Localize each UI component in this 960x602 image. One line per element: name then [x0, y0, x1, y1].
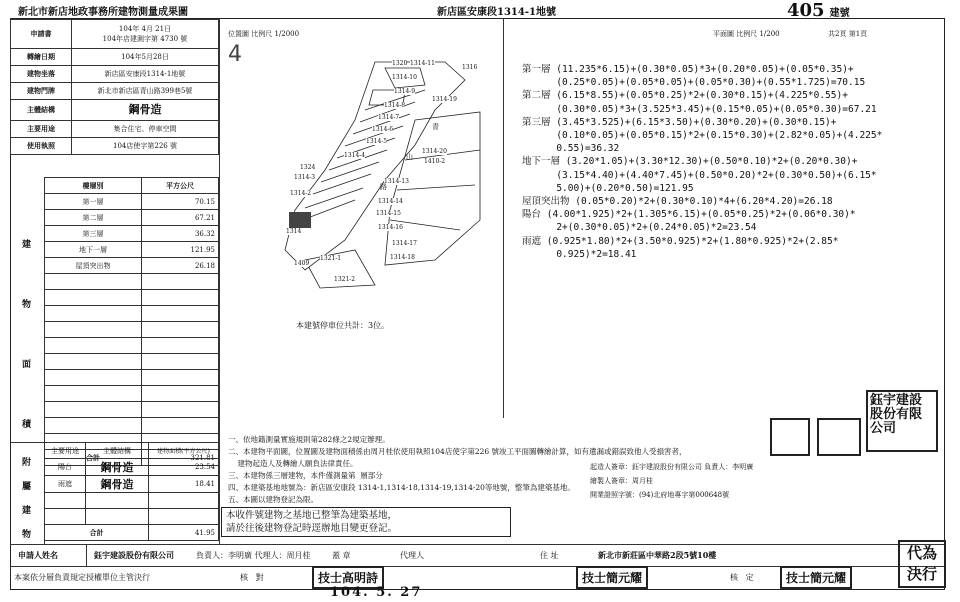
info-label: 主體結構 [11, 100, 72, 121]
info-value: 新北市新店區青山路399巷5號 [72, 83, 219, 100]
annex-empty-cell [86, 509, 149, 525]
annex-empty-cell [86, 493, 149, 509]
info-row [11, 20, 219, 49]
building-number-value: 405 [787, 0, 825, 21]
parcel-label: 1321-2 [334, 276, 356, 283]
representative: 負責人：李明廣 代理人：周月桂 [196, 551, 311, 560]
applicant-label: 申請人姓名 [18, 550, 58, 560]
address-label-a: 住 [540, 551, 548, 560]
info-label: 建物坐落 [11, 66, 72, 83]
parcel-label: 1321-1 [320, 255, 342, 262]
area-row [45, 354, 219, 370]
calculation-line: (0.10*0.05)+(0.05*0.15)*2+(0.15*0.30)+(2.82*0.05)+(4.225* [522, 130, 883, 142]
address-value: 新北市新莊區中華路2段5號10樓 [598, 550, 717, 560]
info-row [11, 138, 219, 155]
parcel-label: 1314-18 [390, 254, 415, 261]
check-label-b: 對 [255, 573, 264, 582]
check-label-a: 核 [240, 573, 248, 582]
area-empty-cell [45, 418, 142, 434]
area-table [44, 177, 219, 466]
area-header-row [45, 178, 219, 194]
area-empty-cell [142, 274, 219, 290]
location-map-scale: 比例尺 1/2000 [251, 30, 300, 38]
info-row [11, 83, 219, 100]
area-row [45, 258, 219, 274]
annex-empty-cell [149, 509, 219, 525]
area-floor: 第二層 [45, 210, 142, 226]
info-row [11, 100, 219, 121]
info-value: 鋼骨造 [72, 100, 219, 121]
area-empty-cell [45, 386, 142, 402]
annex-side-label: 附屬建物 [22, 458, 32, 540]
calculation-line: 第一層 (11.235*6.15)+(0.30*0.05)*3+(0.20*0.05)+(0.05*0.35)+ [522, 64, 854, 75]
address-label [540, 550, 559, 561]
info-row [11, 66, 219, 83]
area-row [45, 194, 219, 210]
area-header-sqm: 平方公尺 [142, 178, 219, 194]
info-label: 使用執照 [11, 138, 72, 155]
parcel-label: 1324 [300, 164, 316, 171]
area-value: 36.32 [142, 226, 219, 242]
seal-label-a: 蓋 [332, 551, 340, 560]
area-row [45, 338, 219, 354]
date-stamp: 104. 5. 27 [330, 585, 423, 600]
area-empty-cell [45, 402, 142, 418]
sheet-total: 共2頁 [828, 30, 847, 38]
area-empty-cell [142, 418, 219, 434]
parcel-label: 1410-2 [424, 158, 446, 165]
parcel-label: 1314 [286, 228, 302, 235]
parcel-label: 1314-13 [384, 178, 409, 185]
area-row [45, 402, 219, 418]
verifier-stamp: 技士簡元耀 [780, 566, 852, 589]
area-row [45, 386, 219, 402]
parcel-label: 1314-11 [410, 60, 435, 67]
area-row [45, 242, 219, 258]
annex-row [45, 459, 219, 476]
area-value: 67.21 [142, 210, 219, 226]
calculation-line: 陽台 (4.00*1.925)*2+(1.305*6.15)+(0.05*0.25)*2+(0.06*0.30)* [522, 209, 856, 221]
info-value: 集合住宅、停車空間 [72, 121, 219, 138]
calculation-line: 0.55)=36.32 [522, 143, 620, 155]
drawer-stamp: 技士簡元耀 [576, 566, 648, 589]
info-row [11, 121, 219, 138]
area-empty-cell [45, 274, 142, 290]
annex-side-label-cell [10, 442, 45, 545]
area-header-floor: 樓層別 [45, 178, 142, 194]
parcel-label: 1314-19 [432, 96, 457, 103]
road-label: 路 [380, 183, 387, 191]
boxed-note [221, 507, 511, 537]
area-empty-cell [45, 338, 142, 354]
area-empty-cell [142, 338, 219, 354]
road-label: 青 [432, 123, 439, 131]
info-value: 104年 4月 21日 104年店建測字第 4730 號 [72, 20, 219, 49]
info-row [11, 49, 219, 66]
area-value: 121.95 [142, 242, 219, 258]
parcel-label: 1314-5 [366, 138, 388, 145]
parcel-label: 1316 [462, 64, 478, 71]
annex-table [44, 442, 219, 541]
parcel-label: 1314-20 [422, 148, 447, 155]
area-row [45, 210, 219, 226]
seal-label [332, 550, 351, 561]
parcel-label: 1314-15 [376, 210, 401, 217]
sheet-info [828, 29, 867, 39]
verify-label-a: 核 [730, 573, 738, 582]
parcel-label: 1314-2 [290, 190, 312, 197]
area-side-label: 建物面積 [22, 240, 32, 430]
plan-scale: 比例尺 1/200 [736, 30, 780, 38]
annex-total-label: 合計 [45, 525, 149, 541]
calculation-line: 屋頂突出物 (0.05*0.20)*2+(0.30*0.10)*4+(6.20*4.20)=26.18 [522, 196, 833, 208]
parcel-label: 1314-3 [294, 174, 316, 181]
area-row [45, 226, 219, 242]
info-label: 申請書 [11, 20, 72, 49]
annex-use: 陽台 [45, 459, 86, 476]
info-value: 新店區安康段1314-1地號 [72, 66, 219, 83]
area-total-label: 合計 [45, 450, 142, 466]
location-map-label [228, 29, 299, 39]
address-label-b: 址 [550, 551, 559, 560]
calculation-line: 雨遮 (0.925*1.80)*2+(3.50*0.925)*2+(1.80*0.925)*2+(2.85* [522, 235, 839, 247]
note-line: 建物起造人及轉繪人願負法律責任。 [228, 459, 358, 468]
applicant-name: 鈺宇建設股份有限公司 [94, 550, 174, 560]
parcel-label: 1314-9 [394, 88, 416, 95]
company-seal-text: 鈺宇建設股份有限公司 [870, 393, 923, 436]
annex-empty-cell [45, 493, 86, 509]
annex-empty-cell [149, 493, 219, 509]
plan-label: 平面圖 [713, 30, 734, 38]
parcel-label: 1320 [392, 60, 408, 67]
sheet-number: 第1頁 [848, 30, 868, 38]
drafter-value: 周月桂 [632, 477, 653, 485]
authorization-note: 本案依分層負責規定授權單位主管決行 [14, 573, 150, 582]
info-label: 建物門牌 [11, 83, 72, 100]
seal-small-b [770, 418, 810, 456]
parcel-label: 1314-7 [378, 114, 400, 121]
info-label: 主要用途 [11, 121, 72, 138]
note-line: 四、本建築基地地號為：新店區安康段 1314-1,1314-18,1314-19,1314-20等地號，整筆為建築基地。 [228, 483, 575, 492]
agent-label: 代理人 [400, 551, 424, 560]
annex-header-use: 主要用途 [45, 443, 86, 459]
annex-row [45, 476, 219, 493]
agent-stamp: 代為決行 [898, 540, 946, 588]
area-total-value: 321.81 [142, 450, 219, 466]
annex-total-value: 41.95 [149, 525, 219, 541]
verify-label [730, 572, 754, 583]
area-empty-cell [142, 386, 219, 402]
parcel-label: 1314-8 [384, 102, 406, 109]
cert-value: (94)北府地專字第000648號 [639, 491, 730, 499]
verify-label-b: 定 [745, 573, 754, 582]
map-divider [503, 18, 504, 418]
area-value: 26.18 [142, 258, 219, 274]
area-empty-cell [45, 322, 142, 338]
info-value: 104店使字第226 號 [72, 138, 219, 155]
area-row [45, 290, 219, 306]
note-line: 一、依地籍測量實施規則第282條之2規定辦理。 [228, 435, 390, 444]
location-title: 新店區安康段1314-1地號 [437, 7, 556, 18]
note-line: 二、本建物平面圖，位置圖及建物面積係由周月桂依使用執照104店使字第226 號竣工平面圖轉繪計算，如有遺漏或錯誤致他人受損害者， [228, 447, 687, 456]
calculation-line: (0.25*0.05)+(0.05*0.05)+(0.05*0.30)+(0.55*1.725)=70.15 [522, 77, 866, 89]
area-empty-cell [142, 306, 219, 322]
note-line: 五、本圖以建物登記為限。 [228, 495, 318, 504]
annex-structure: 鋼骨造 [86, 459, 149, 476]
parking-note: 本建號停車位共計：3位。 [296, 321, 390, 330]
calculation-line: 2+(0.30*0.05)*2+(0.24*0.05)*2=23.54 [522, 222, 757, 234]
calculation-line: (3.15*4.40)+(4.40*7.45)+(0.50*0.20)*2+(0.30*0.50)+(6.15* [522, 169, 877, 181]
annex-header-row [45, 443, 219, 459]
column-divider [219, 18, 220, 544]
area-empty-cell [142, 322, 219, 338]
location-map-title: 位置圖 [228, 30, 249, 38]
parcel-label: 1314-4 [344, 152, 366, 159]
boxed-note-line: 本收件號建物之基地已整筆為建築基地， [226, 510, 398, 521]
cert-label: 開業證照字號： [590, 491, 639, 499]
annex-empty-row [45, 493, 219, 509]
area-calculations [522, 63, 882, 261]
area-row [45, 274, 219, 290]
area-empty-cell [142, 290, 219, 306]
area-row [45, 370, 219, 386]
parcel-label: 1314-6 [372, 126, 394, 133]
calculation-line: (0.30*0.05)*3+(3.525*3.45)+(0.15*0.05)+(0.05*0.30)=67.21 [522, 103, 877, 115]
cell-divider [86, 544, 87, 566]
annex-empty-cell [45, 509, 86, 525]
area-empty-cell [142, 370, 219, 386]
boxed-note-line: 請於往後建物登記時逕辦地目變更登記。 [226, 523, 398, 534]
parcel-label: 1314-14 [378, 198, 403, 205]
area-floor: 屋頂突出物 [45, 258, 142, 274]
annex-area: 23.54 [149, 459, 219, 476]
annex-structure: 鋼骨造 [86, 476, 149, 493]
area-empty-cell [142, 402, 219, 418]
bottom-rule [10, 544, 945, 545]
area-empty-cell [45, 354, 142, 370]
note-line: 三、本建物係三層建物，本件僅測量第 層部分 [228, 471, 383, 480]
area-row [45, 418, 219, 434]
annex-header-structure: 主體結構 [86, 443, 149, 459]
building-number-suffix: 建號 [829, 8, 850, 19]
area-empty-cell [45, 370, 142, 386]
handwritten-number: 4 [228, 42, 242, 67]
info-label: 轉繪日期 [11, 49, 72, 66]
area-floor: 地下一層 [45, 242, 142, 258]
annex-use: 雨遮 [45, 476, 86, 493]
annex-area: 18.41 [149, 476, 219, 493]
calculation-line: 地下一層 (3.20*1.05)+(3.30*12.30)+(0.50*0.10)*2+(0.20*0.30)+ [522, 156, 858, 168]
area-row [45, 306, 219, 322]
area-floor: 第三層 [45, 226, 142, 242]
area-empty-cell [45, 306, 142, 322]
calculation-line: 第三層 (3.45*3.525)+(6.15*3.50)+(0.30*0.20)+(0.30*0.15)+ [522, 116, 837, 128]
area-empty-cell [45, 290, 142, 306]
company-seal [866, 390, 938, 452]
parties-block [590, 460, 753, 502]
road-label: 山 [406, 153, 413, 161]
seal-small-a [817, 418, 861, 456]
parcel-label: 1314-16 [378, 224, 403, 231]
plan-header [713, 29, 780, 39]
document-title: 新北市新店地政事務所建物測量成果圖 [18, 7, 188, 18]
info-value: 104年5月28日 [72, 49, 219, 66]
developer-value: 鈺宇建設股份有限公司 負責人：李明廣 [632, 463, 754, 471]
check-label [240, 572, 264, 583]
checker-stamp: 技士高明詩 [312, 566, 384, 589]
seal-label-b: 章 [342, 551, 351, 560]
drafter-label: 繪製人簽章： [590, 477, 632, 485]
area-value: 70.15 [142, 194, 219, 210]
area-empty-cell [142, 354, 219, 370]
area-row [45, 322, 219, 338]
parcel-label: 1409 [294, 260, 310, 267]
calculation-line: 0.925)*2=18.41 [522, 248, 637, 260]
parcel-label: 1314-10 [392, 74, 417, 81]
calculation-line: 第二層 (6.15*8.55)+(0.05*0.25)*2+(0.30*0.15)+(4.225*0.55)+ [522, 90, 848, 102]
parcel-label-layer [282, 50, 492, 290]
parcel-label: 1314-17 [392, 240, 417, 247]
developer-label: 起造人簽章： [590, 463, 632, 471]
info-table [10, 19, 219, 155]
annex-empty-row [45, 509, 219, 525]
calculation-line: 5.00)+(0.20*0.50)=121.95 [522, 182, 694, 194]
annex-header-area: 建物面積(平方公尺) [149, 443, 219, 459]
area-side-label-cell [10, 177, 45, 442]
area-floor: 第一層 [45, 194, 142, 210]
annex-total-row [45, 525, 219, 541]
